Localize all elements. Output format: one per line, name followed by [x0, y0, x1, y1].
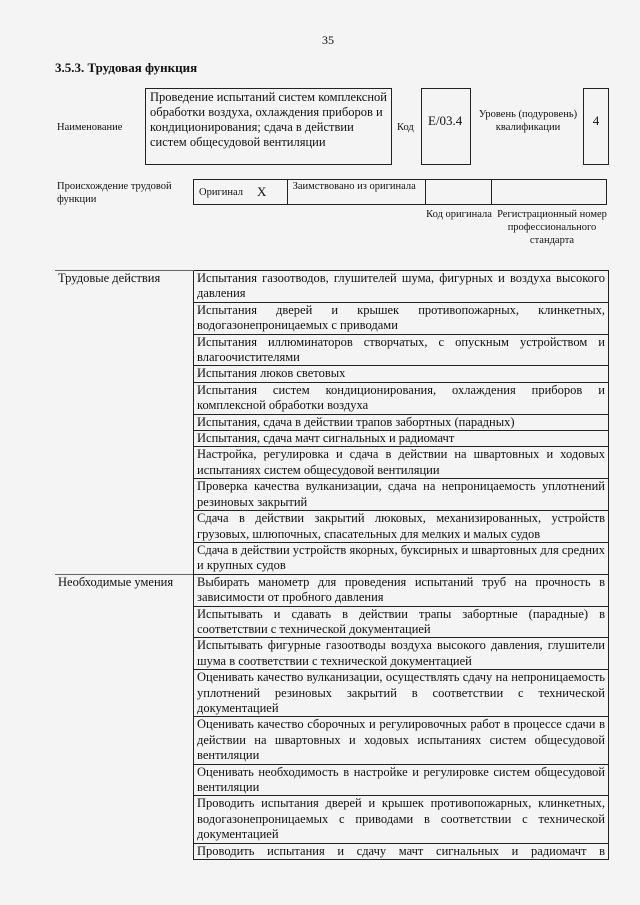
name-label: Наименование [57, 122, 123, 133]
section-heading: 3.5.3. Трудовая функция [55, 60, 198, 75]
list-item: Испытания люков световых [194, 366, 609, 382]
function-table [55, 270, 609, 862]
table-row [55, 574, 609, 606]
function-name-box: Проведение испытаний систем комплексной обработки воздуха, охлаждения приборов и кондиционирования; сдача в действии систем общесудовой вентиляции [145, 88, 392, 165]
list-item: Испытывать фигурные газоотводы воздуха высокого давления, глушители шума в соответствии с технической документацией [194, 638, 609, 670]
code-box: E/03.4 [421, 88, 471, 165]
list-item: Сдача в действии закрытий люковых, механизированных, устройств грузовых, шлюпочных, спасательных для мелких и малых судов [194, 511, 609, 543]
section-title: Необходимые умения [55, 574, 194, 859]
original-code-cell [426, 180, 492, 204]
list-item: Проверка качества вулканизации, сдача на непроницаемость уплотнений резиновых закрытий [194, 479, 609, 511]
list-item: Проводить испытания дверей и крышек противопожарных, клинкетных, водогазонепроницаемых с приводами в соответствии с технической документацией [194, 796, 609, 843]
list-item: Оценивать качество сборочных и регулировочных работ в процессе сдачи в действии на швартовных и ходовых испытаниях систем общесудовой вентиляции [194, 717, 609, 764]
page-number: 35 [322, 33, 334, 47]
level-box: 4 [583, 88, 609, 165]
code-label: Код [397, 122, 414, 133]
table-row [55, 271, 609, 303]
section-title: Трудовые действия [55, 271, 194, 575]
list-item: Испытания, сдача мачт сигнальных и радиомачт [194, 431, 609, 447]
list-item: Испытания систем кондиционирования, охлаждения приборов и комплексной обработки воздуха [194, 382, 609, 414]
original-label: Оригинал [199, 186, 243, 198]
origin-row [193, 179, 607, 205]
list-item: Испытания иллюминаторов створчатых, с опускным устройством и влагоочистителями [194, 334, 609, 366]
reg-number-cell [492, 180, 606, 204]
list-item: Оценивать качество вулканизации, осуществлять сдачу на непроницаемость уплотнений резиновых закрытий в соответствии с технической документацией [194, 670, 609, 717]
list-item: Испытания дверей и крышек противопожарных, клинкетных, водогазонепроницаемых с приводами [194, 302, 609, 334]
code-caption: Код оригинала [426, 209, 492, 220]
list-item: Испытания газоотводов, глушителей шума, фигурных и воздуха высокого давления [194, 271, 609, 303]
original-mark: X [257, 184, 267, 199]
borrowed-label: Заимствовано из оригинала [288, 180, 426, 204]
list-item: Настройка, регулировка и сдача в действии на швартовных и ходовых испытаниях систем общесудовой вентиляции [194, 447, 609, 479]
reg-caption: Регистрационный номер профессионального стандарта [497, 209, 607, 246]
origin-label: Происхождение трудовой функции [57, 181, 172, 205]
list-item: Сдача в действии устройств якорных, буксирных и швартовных для средних и крупных судов [194, 542, 609, 574]
list-item: Проводить испытания и сдачу мачт сигнальных и радиомачт в [194, 843, 609, 859]
list-item: Оценивать необходимость в настройке и регулировке систем общесудовой вентиляции [194, 764, 609, 796]
list-item: Испытания, сдача в действии трапов забортных (парадных) [194, 414, 609, 430]
level-label: Уровень (подуровень) квалификации [478, 109, 578, 133]
list-item: Выбирать манометр для проведения испытаний труб на прочность в зависимости от пробного давления [194, 574, 609, 606]
list-item: Испытывать и сдавать в действии трапы забортные (парадные) в соответствии с технической документацией [194, 606, 609, 638]
